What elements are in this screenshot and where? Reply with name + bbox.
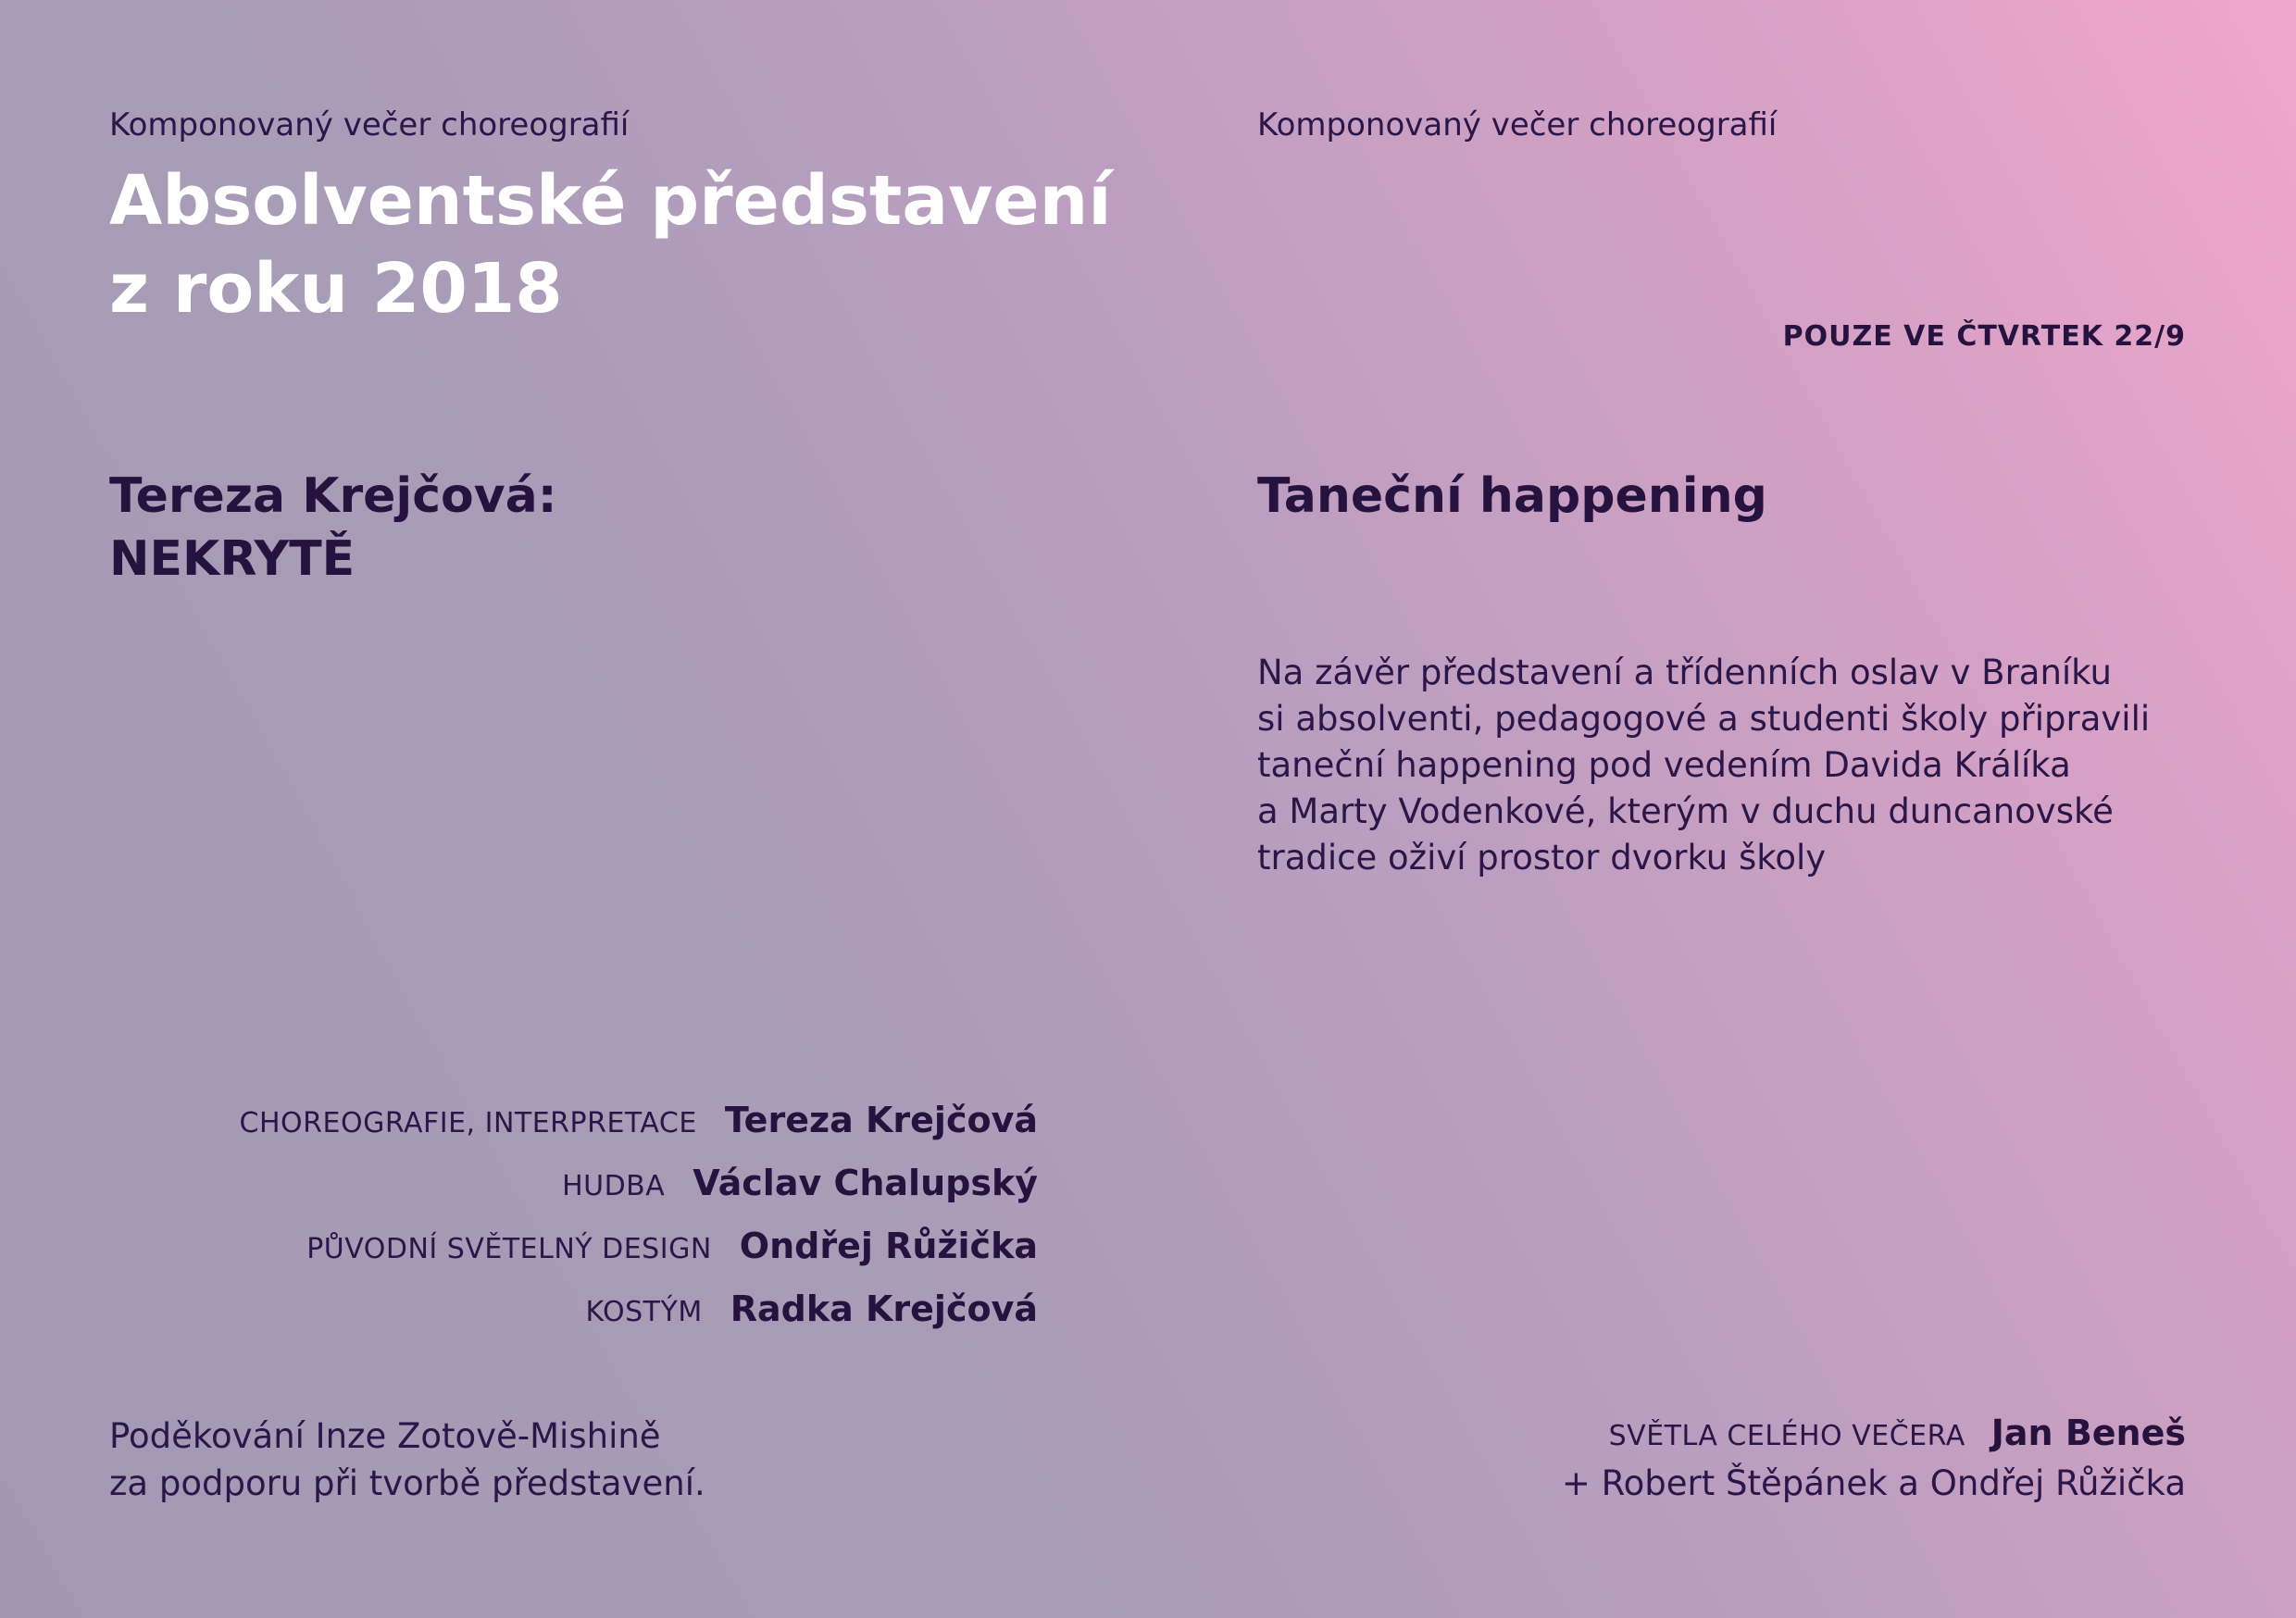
date-note: POUZE VE ČTVRTEK 22/9 <box>1782 320 2186 353</box>
headline-line-1: Absolventské představení <box>109 161 1112 241</box>
description-line: taneční happening pod vedením Davida Králíka <box>1257 745 2071 785</box>
acknowledgement-line-2: za podporu při tvorbě představení. <box>109 1463 705 1503</box>
lighting-name: Jan Beneš <box>1990 1413 2186 1453</box>
event-headline <box>109 157 1112 333</box>
left-kicker: Komponovaný večer choreografií <box>109 106 630 143</box>
credit-name: Radka Krejčová <box>730 1288 1038 1329</box>
lighting-extra: + Robert Štěpánek a Ondřej Růžička <box>1561 1463 2186 1503</box>
acknowledgement <box>109 1413 705 1507</box>
credit-row <box>112 1100 1038 1163</box>
right-page <box>1148 0 2296 1618</box>
credit-row <box>112 1226 1038 1288</box>
piece-title <box>109 465 557 591</box>
credit-role: PŮVODNÍ SVĚTELNÝ DESIGN <box>306 1233 712 1265</box>
description-line: si absolventi, pedagogové a studenti školy připravili <box>1257 699 2151 739</box>
description-line: a Marty Vodenkové, kterým v duchu duncanovské <box>1257 791 2114 831</box>
credit-row <box>112 1163 1038 1226</box>
description-line: tradice oživí prostor dvorku školy <box>1257 838 1827 877</box>
credit-name: Ondřej Růžička <box>739 1226 1038 1266</box>
piece-title-name: NEKRYTĚ <box>109 531 356 587</box>
lighting-role: SVĚTLA CELÉHO VEČERA <box>1608 1420 1965 1452</box>
acknowledgement-line-1: Poděkování Inze Zotově-Mishině <box>109 1416 661 1456</box>
lighting-row <box>1562 1413 2186 1460</box>
credit-role: CHOREOGRAFIE, INTERPRETACE <box>239 1107 697 1139</box>
credit-role: HUDBA <box>562 1170 666 1202</box>
piece-title-author: Tereza Krejčová: <box>109 468 557 524</box>
credit-name: Tereza Krejčová <box>724 1100 1038 1140</box>
credit-role: KOSTÝM <box>585 1296 703 1328</box>
lighting-credit <box>1562 1413 2186 1507</box>
credits-list <box>112 1100 1038 1351</box>
credit-name: Václav Chalupský <box>693 1163 1038 1203</box>
happening-description <box>1257 650 2202 881</box>
description-line: Na závěr představení a třídenních oslav v Braníku <box>1257 653 2112 692</box>
credit-row <box>112 1288 1038 1351</box>
right-kicker: Komponovaný večer choreografií <box>1257 106 1778 143</box>
headline-line-2: z roku 2018 <box>109 249 563 329</box>
happening-title: Taneční happening <box>1257 468 1767 524</box>
